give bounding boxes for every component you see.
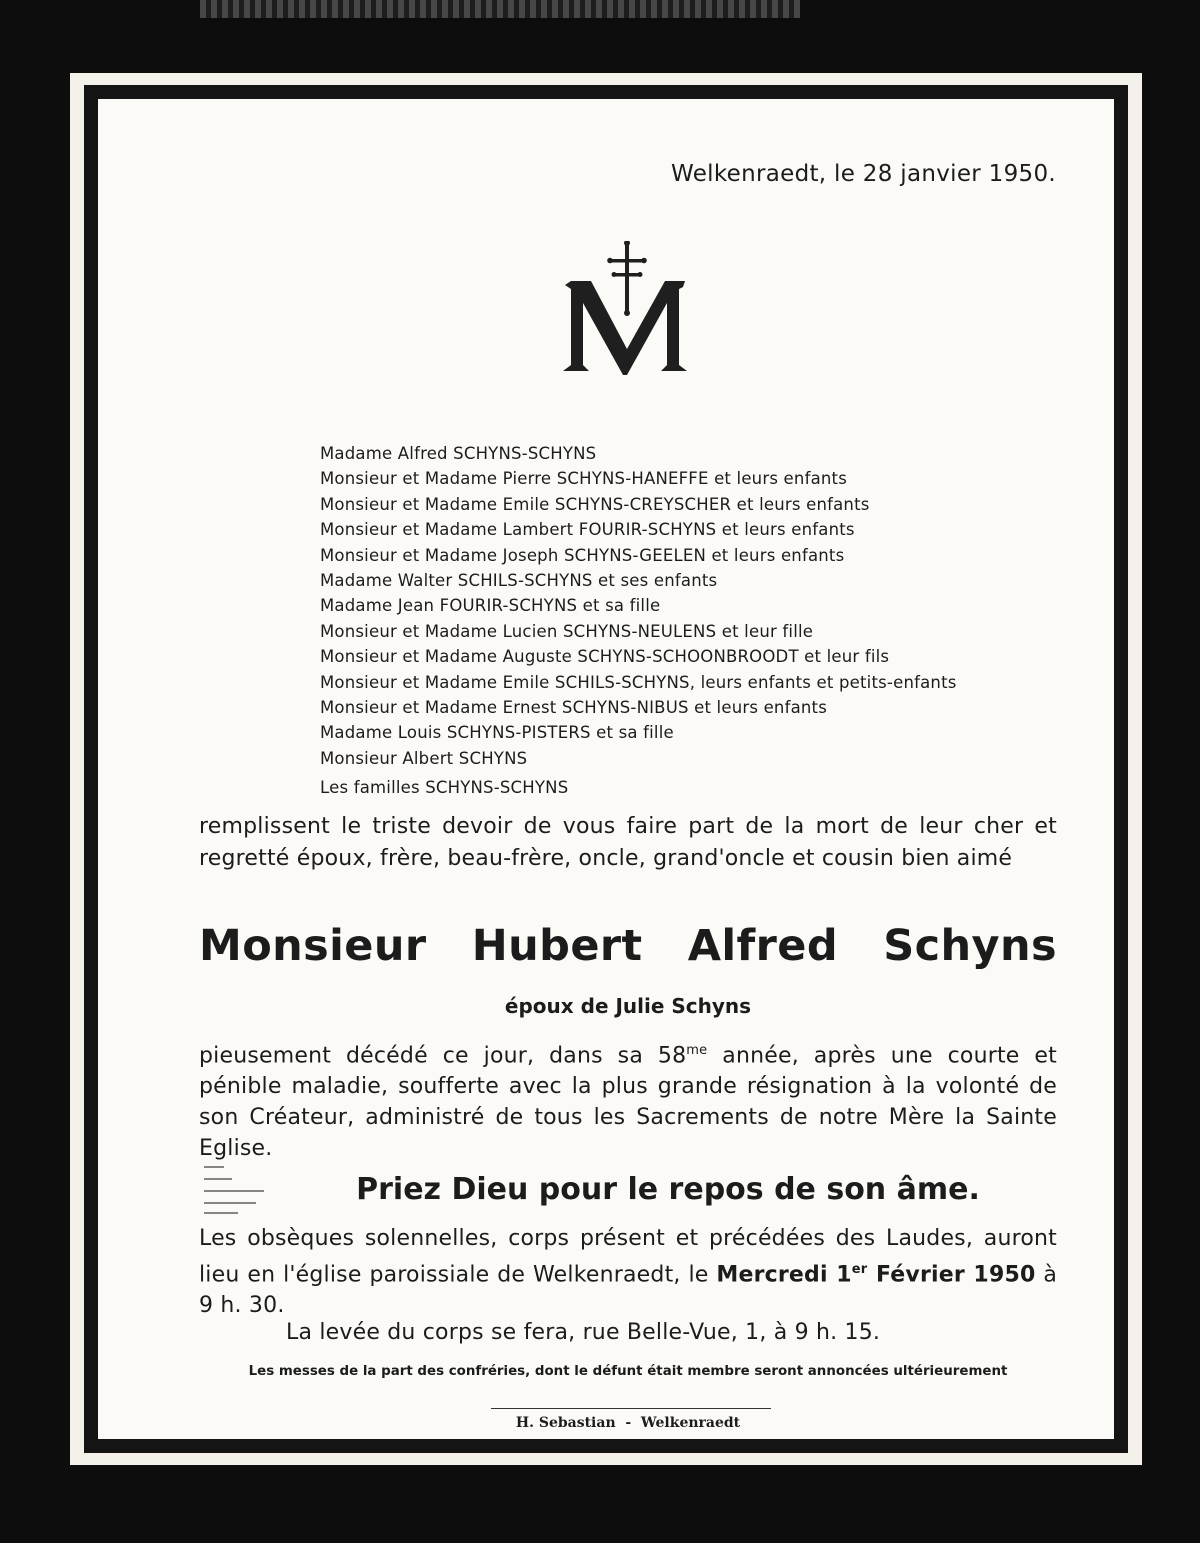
funeral-date-month: Février 1950 <box>867 1262 1036 1288</box>
death-paragraph-rest: année, après une courte et pénible maladie, soufferte avec la plus grande résignation à la volonté de son Créateur, administré de tous les Sacrements de notre Mère la Sainte Eglise. <box>199 1043 1057 1162</box>
family-line: Madame Alfred SCHYNS-SCHYNS <box>320 444 597 463</box>
printer-rule <box>491 1408 771 1409</box>
funeral-text: Les obsèques solennelles, corps présent et précédées des Laudes, auront lieu en l'église paroissiale de Welkenraedt, le <box>199 1226 1057 1288</box>
paper-sheet <box>70 73 1142 1465</box>
family-line: Monsieur et Madame Ernest SCHYNS-NIBUS et leurs enfants <box>320 697 828 717</box>
funeral-time: à 9 h. 30. <box>199 1262 1058 1319</box>
announcement-content <box>98 99 1114 1439</box>
family-list <box>320 441 1060 800</box>
printer-credit: H. Sebastian - Welkenraedt <box>515 1415 741 1431</box>
death-paragraph-start: pieusement décédé ce jour, dans sa 58 <box>199 1043 687 1069</box>
family-line: Monsieur Albert SCHYNS <box>320 748 528 768</box>
family-line: Les familles SCHYNS-SCHYNS <box>320 778 569 798</box>
funeral-date-suffix: er <box>851 1262 868 1277</box>
family-line: Monsieur et Madame Lucien SCHYNS-NEULENS et leur fille <box>320 621 814 641</box>
family-line: Monsieur et Madame Joseph SCHYNS-GEELEN et leurs enfants <box>320 545 845 565</box>
prayer-line: Priez Dieu pour le repos de son âme. <box>356 1172 980 1207</box>
levee-line: La levée du corps se fera, rue Belle-Vue, 1, à 9 h. 15. <box>286 1320 881 1345</box>
spouse-line: époux de Julie Schyns <box>504 994 752 1018</box>
family-line: Monsieur et Madame Auguste SCHYNS-SCHOONBROODT et leur fils <box>320 647 890 667</box>
funeral-date: Mercredi 1 <box>716 1262 852 1288</box>
intro-paragraph: remplissent le triste devoir de vous faire part de la mort de leur cher et regretté époux, frère, beau-frère, oncle, grand'oncle et cousin bien aimé <box>199 814 1057 871</box>
funeral-paragraph <box>199 1223 1057 1321</box>
marian-monogram-icon <box>553 241 703 381</box>
family-line: Monsieur et Madame Emile SCHYNS-CREYSCHER et leurs enfants <box>320 494 870 514</box>
death-paragraph <box>199 1035 1057 1164</box>
ordinal-suffix: me <box>686 1043 708 1058</box>
family-line: Madame Walter SCHILS-SCHYNS et ses enfants <box>320 570 718 590</box>
masses-note: Les messes de la part des confréries, dont le défunt était membre seront annoncées ultérieurement <box>248 1364 1008 1379</box>
deceased-name: Monsieur Hubert Alfred Schyns <box>199 921 1057 971</box>
family-line: Monsieur et Madame Pierre SCHYNS-HANEFFE et leurs enfants <box>320 469 848 489</box>
family-line: Madame Jean FOURIR-SCHYNS et sa fille <box>320 596 661 616</box>
family-line: Monsieur et Madame Lambert FOURIR-SCHYNS et leurs enfants <box>320 520 855 540</box>
family-line: Madame Louis SCHYNS-PISTERS et sa fille <box>320 723 674 743</box>
family-line: Monsieur et Madame Emile SCHILS-SCHYNS, leurs enfants et petits-enfants <box>320 672 957 692</box>
scan-edge <box>200 0 800 18</box>
mourning-border <box>84 85 1128 1453</box>
dateline: Welkenraedt, le 28 janvier 1950. <box>671 161 1056 187</box>
